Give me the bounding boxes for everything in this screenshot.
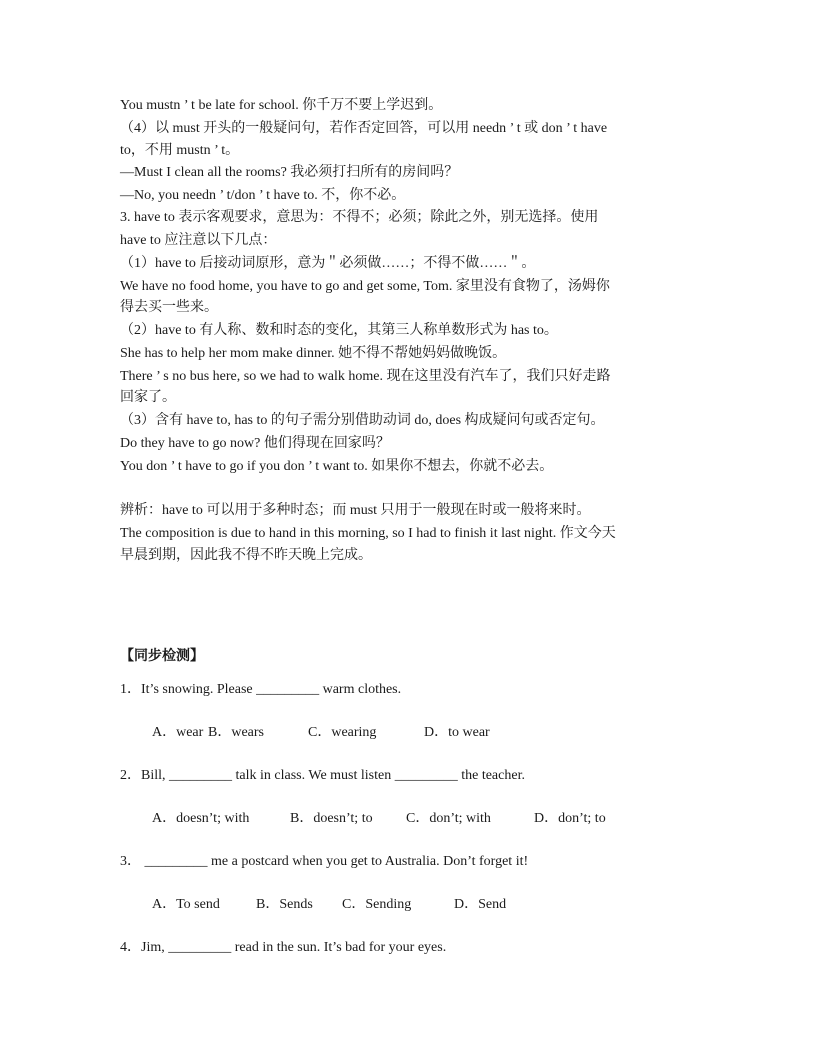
option-b: B．doesn’t; to	[290, 811, 373, 826]
question-options	[152, 723, 490, 743]
option-c: C．Sending	[342, 897, 412, 912]
question-stem: 2．Bill, _________ talk in class. We must listen _________ the teacher.	[120, 768, 525, 783]
note-line: 早晨到期，因此我不得不昨天晚上完成。	[120, 548, 372, 563]
option-a: A．doesn’t; with	[152, 811, 250, 826]
note-line: We have no food home, you have to go and get some, Tom. 家里没有食物了，汤姆你	[120, 279, 610, 294]
option-d: D．to wear	[424, 725, 490, 740]
note-line: —No, you needn ’ t/don ’ t have to. 不，你不必。	[120, 188, 406, 203]
note-line: （1）have to 后接动词原形，意为＂必须做……；不得不做……＂。	[120, 256, 536, 271]
note-line: have to 应注意以下几点：	[120, 233, 277, 248]
note-line: —Must I clean all the rooms? 我必须打扫所有的房间吗？	[120, 165, 459, 180]
note-line: You don ’ t have to go if you don ’ t want to. 如果你不想去，你就不必去。	[120, 459, 554, 474]
note-line: 回家了。	[120, 390, 176, 405]
option-c: C．don’t; with	[406, 811, 491, 826]
option-a: A．To send	[152, 897, 220, 912]
option-b: B．Sends	[256, 897, 313, 912]
question-options	[152, 895, 506, 915]
option-b: B．wears	[208, 725, 264, 740]
question-options	[152, 809, 606, 829]
note-line: 辨析：have to 可以用于多种时态；而 must 只用于一般现在时或一般将来时。	[120, 503, 591, 518]
note-line: There ’ s no bus here, so we had to walk home. 现在这里没有汽车了，我们只好走路	[120, 369, 611, 384]
note-line: You mustn ’ t be late for school. 你千万不要上学迟到。	[120, 98, 443, 113]
section-title: 【同步检测】	[120, 648, 204, 664]
question-stem: 4．Jim, _________ read in the sun. It’s bad for your eyes.	[120, 940, 447, 955]
question-stem: 1．It’s snowing. Please _________ warm clothes.	[120, 682, 402, 697]
note-line: to，不用 mustn ’ t。	[120, 143, 240, 158]
note-line: Do they have to go now? 他们得现在回家吗？	[120, 436, 390, 451]
option-c: C．wearing	[308, 725, 377, 740]
note-line: （3）含有 have to, has to 的句子需分别借助动词 do, does 构成疑问句或否定句。	[120, 413, 605, 428]
note-line: （4）以 must 开头的一般疑问句，若作否定回答，可以用 needn ’ t 或 don ’ t have	[120, 121, 608, 136]
note-line: （2）have to 有人称、数和时态的变化，其第三人称单数形式为 has to。	[120, 323, 558, 338]
option-d: D．don’t; to	[534, 811, 606, 826]
option-a: A．wear	[152, 725, 204, 740]
note-line: 得去买一些来。	[120, 300, 218, 315]
note-line: The composition is due to hand in this morning, so I had to finish it last night. 作文今天	[120, 526, 616, 541]
question-stem: 3． _________ me a postcard when you get to Australia. Don’t forget it!	[120, 854, 529, 869]
note-line: She has to help her mom make dinner. 她不得不帮她妈妈做晚饭。	[120, 346, 507, 361]
option-d: D．Send	[454, 897, 507, 912]
note-line: 3. have to 表示客观要求，意思为：不得不；必须；除此之外，别无选择。使用	[120, 210, 599, 225]
